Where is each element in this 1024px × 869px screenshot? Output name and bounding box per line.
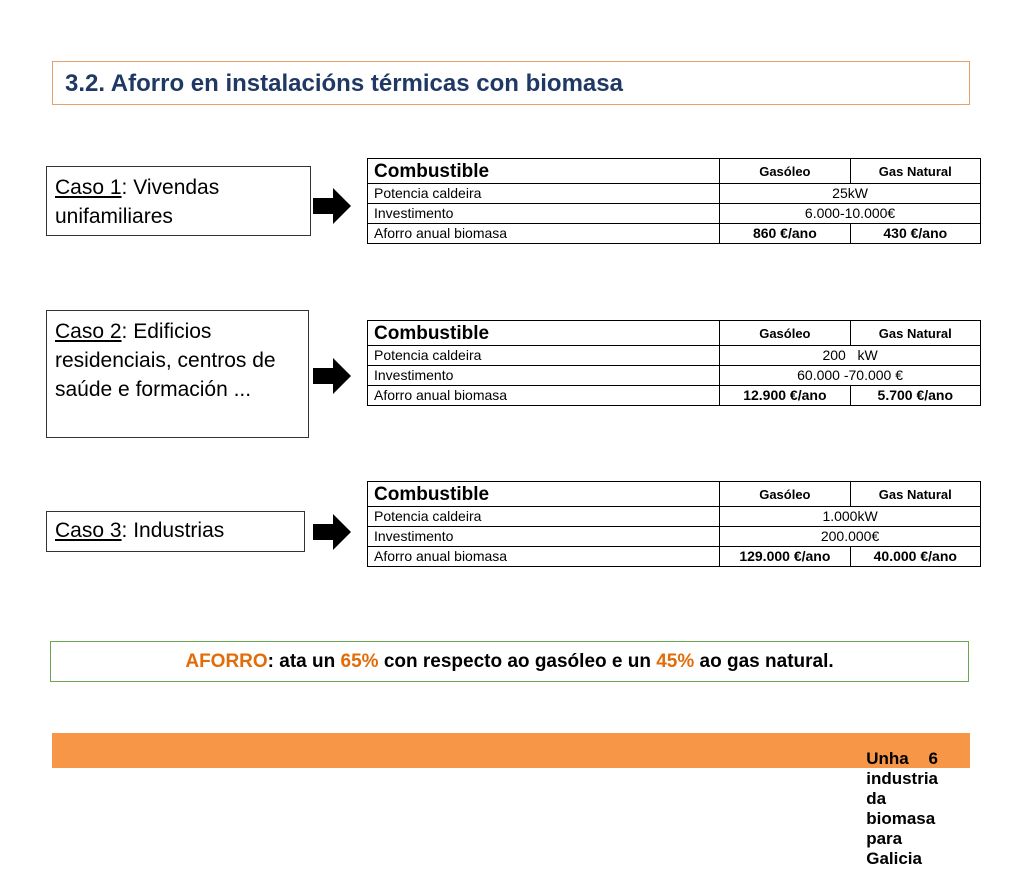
row-label: Investimento (368, 527, 720, 547)
footer-text (866, 741, 954, 868)
row-label: Potencia caldeira (368, 184, 720, 204)
table-row (368, 366, 981, 386)
table-row (368, 184, 981, 204)
fuel-1-header: Gasóleo (720, 482, 850, 507)
fuel-1-header: Gasóleo (720, 159, 850, 184)
case-2-desc: : Edificios residenciais, centros de saúde e formación ... (55, 320, 276, 401)
summary-text: con respecto ao gasóleo e un (378, 651, 657, 672)
table-header-label: Combustible (368, 159, 720, 184)
summary-text: : ata un (267, 651, 341, 672)
title-box (52, 61, 970, 105)
row-value: 200.000€ (720, 527, 981, 547)
right-arrow-icon (313, 514, 353, 550)
table-row (368, 159, 981, 184)
row-label: Investimento (368, 204, 720, 224)
fuel-2-header: Gas Natural (850, 482, 980, 507)
row-label: Investimento (368, 366, 720, 386)
right-arrow-icon (313, 358, 353, 394)
table-header-label: Combustible (368, 321, 720, 346)
savings-summary (50, 641, 969, 682)
fuel-2-header: Gas Natural (850, 159, 980, 184)
row-label: Aforro anual biomasa (368, 547, 720, 567)
row-label: Aforro anual biomasa (368, 386, 720, 406)
table-row (368, 527, 981, 547)
row-value: 25kW (720, 184, 981, 204)
table-row (368, 482, 981, 507)
row-value: 60.000 -70.000 € (720, 366, 981, 386)
savings-fuel-1: 12.900 €/ano (720, 386, 850, 406)
row-value: 1.000kW (720, 507, 981, 527)
table-row (368, 321, 981, 346)
table-row (368, 507, 981, 527)
summary-percent-gas: 45% (656, 651, 695, 672)
footer-title: Unha industria da biomasa para Galicia (866, 749, 939, 868)
page-number: 6 (928, 749, 938, 768)
case-1-box (46, 166, 311, 236)
case-2-name: Caso 2 (55, 320, 122, 343)
case-2-table (367, 320, 981, 406)
table-row (368, 224, 981, 244)
table-row (368, 386, 981, 406)
summary-keyword: AFORRO (185, 651, 268, 672)
page-title: 3.2. Aforro en instalacións térmicas con biomasa (65, 70, 623, 97)
savings-fuel-1: 860 €/ano (720, 224, 850, 244)
footer-bar (52, 733, 970, 868)
row-value: 6.000-10.000€ (720, 204, 981, 224)
summary-percent-diesel: 65% (340, 651, 379, 672)
row-label: Potencia caldeira (368, 346, 720, 366)
case-3-table (367, 481, 981, 567)
table-row (368, 204, 981, 224)
fuel-1-header: Gasóleo (720, 321, 850, 346)
fuel-2-header: Gas Natural (850, 321, 980, 346)
savings-fuel-2: 40.000 €/ano (850, 547, 980, 567)
table-row (368, 547, 981, 567)
case-3-name: Caso 3 (55, 519, 122, 542)
savings-fuel-1: 129.000 €/ano (720, 547, 850, 567)
case-1-table (367, 158, 981, 244)
case-1-desc: : Vivendas unifamiliares (55, 176, 220, 228)
row-label: Aforro anual biomasa (368, 224, 720, 244)
savings-fuel-2: 430 €/ano (850, 224, 980, 244)
savings-fuel-2: 5.700 €/ano (850, 386, 980, 406)
row-label: Potencia caldeira (368, 507, 720, 527)
table-row (368, 346, 981, 366)
case-2-box (46, 310, 309, 438)
case-1-name: Caso 1 (55, 176, 122, 199)
case-3-box (46, 511, 305, 552)
case-3-desc: : Industrias (121, 519, 225, 542)
right-arrow-icon (313, 188, 353, 224)
summary-text: ao gas natural. (694, 651, 834, 672)
table-header-label: Combustible (368, 482, 720, 507)
row-value: 200 kW (720, 346, 981, 366)
